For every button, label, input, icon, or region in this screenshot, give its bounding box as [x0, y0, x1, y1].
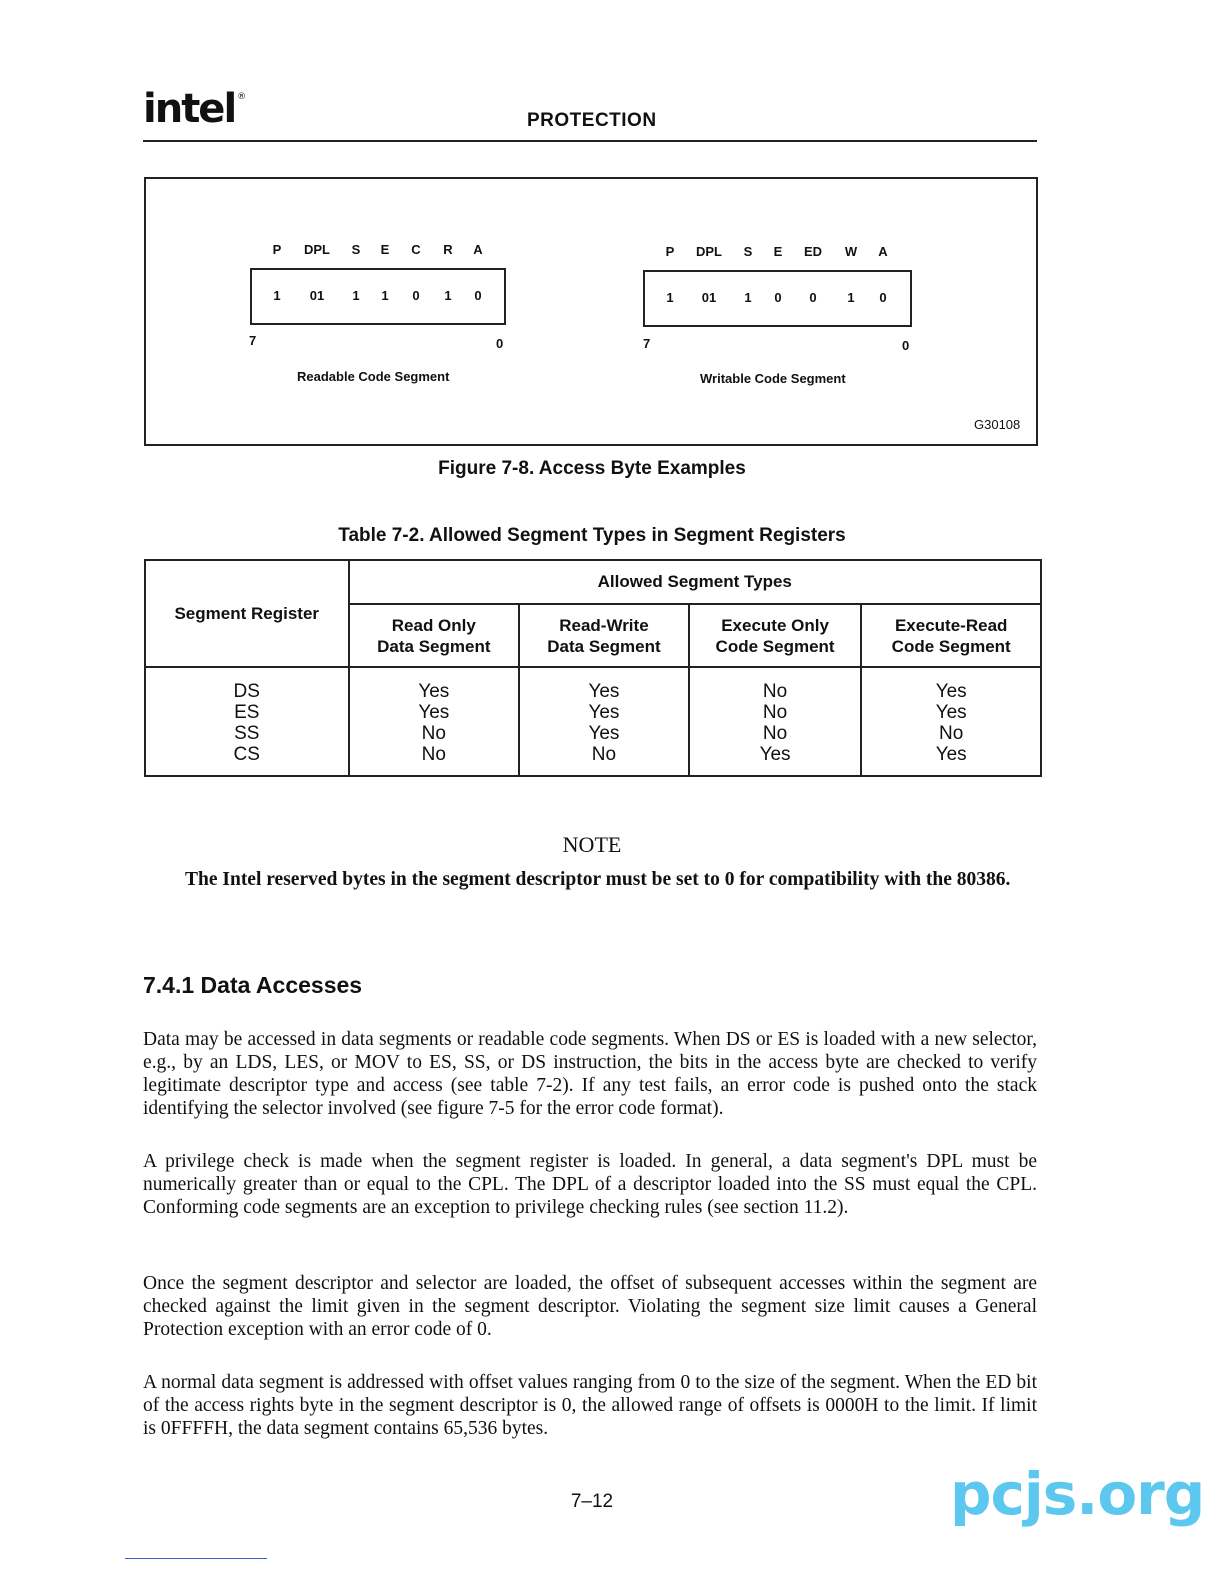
right-bit-value-w: 1: [847, 290, 855, 305]
register-name: ES: [234, 702, 260, 723]
table-cell: Yes: [935, 702, 967, 723]
table-cell: No: [591, 744, 617, 765]
table-cell: No: [939, 723, 964, 744]
header-rule: [143, 140, 1037, 142]
column-header-line: Execute Only: [721, 615, 829, 635]
column-header-read-only-data: [349, 604, 520, 667]
segment-types-table: [144, 559, 1042, 777]
column-header-execute-read-code: [861, 604, 1041, 667]
right-bit-value-ed: 0: [809, 290, 817, 305]
column-header-line: Read Only: [391, 615, 476, 635]
bottom-rule: [125, 1558, 267, 1559]
logo-text: intel: [143, 86, 236, 132]
column-header-line: Code Segment: [891, 636, 1011, 656]
left-bit-label-s: S: [351, 242, 361, 257]
table-cell: No: [421, 723, 446, 744]
left-bit-value-p: 1: [273, 288, 281, 303]
table-cell: No: [762, 723, 788, 744]
left-bit-label-a: A: [473, 242, 483, 257]
register-name: SS: [234, 723, 260, 744]
left-bit-value-e: 1: [381, 288, 389, 303]
right-bit-value-s: 1: [744, 290, 752, 305]
column-header-line: Data Segment: [377, 636, 491, 656]
running-header: PROTECTION: [527, 110, 657, 131]
left-bit-value-c: 0: [412, 288, 420, 303]
right-bit-label-dpl: DPL: [696, 244, 722, 259]
intel-logo: [143, 86, 247, 132]
right-bit-label-ed: ED: [803, 244, 823, 259]
table-cell: No: [762, 702, 788, 723]
register-list-cell: [145, 667, 349, 776]
left-low-bit-index: 0: [496, 336, 504, 351]
note-title: NOTE: [562, 832, 622, 857]
left-bit-label-e: E: [380, 242, 390, 257]
column-header-line: Execute-Read: [894, 615, 1008, 635]
paragraph: Data may be accessed in data segments or readable code segments. When DS or ES is loaded with a new selector, e.g., by an LDS, LES, or MOV to ES, SS, or DS instruction, the bits in the access byte are checked to verify legitimate descriptor type and access (see table 7-2). If any test fails, an error code is pushed onto the stack identifying the selector involved (see figure 7-5 for the error code format).: [143, 1029, 1037, 1119]
read-only-data-values: [349, 667, 520, 776]
table-cell: Yes: [588, 702, 620, 723]
left-bit-label-dpl: DPL: [304, 242, 330, 257]
allowed-types-header: Allowed Segment Types: [349, 560, 1042, 604]
paragraph: A privilege check is made when the segment register is loaded. In general, a data segment's DPL must be numerically greater than or equal to the CPL. The DPL of a descriptor loaded into the SS must equal the CPL. Conforming code segments are an exception to privilege checking rules (see section 11.2).: [143, 1151, 1037, 1218]
pcjs-watermark: pcjs.org: [950, 1460, 1205, 1528]
table-cell: Yes: [935, 744, 967, 765]
read-write-data-values: [519, 667, 689, 776]
column-header-execute-only-code: [689, 604, 862, 667]
right-high-bit-index: 7: [643, 336, 651, 351]
table-title: Table 7-2. Allowed Segment Types in Segment Registers: [338, 525, 846, 546]
column-header-read-write-data: [519, 604, 689, 667]
paragraph: Once the segment descriptor and selector are loaded, the offset of subsequent accesses within the segment are checked against the limit given in the segment descriptor. Violating the segment size limit causes a General Protection exception with an error code of 0.: [143, 1273, 1037, 1340]
left-bit-label-c: C: [411, 242, 421, 257]
page-number: 7–12: [570, 1491, 614, 1512]
left-figure-caption: Readable Code Segment: [297, 369, 450, 384]
table-cell: Yes: [588, 681, 620, 702]
right-bit-label-e: E: [773, 244, 783, 259]
note-body: The Intel reserved bytes in the segment descriptor must be set to 0 for compatibility with the 80386.: [185, 869, 1011, 890]
left-bit-value-a: 0: [474, 288, 482, 303]
table-cell: Yes: [418, 681, 450, 702]
registered-mark: ®: [237, 92, 247, 102]
paragraph: A normal data segment is addressed with offset values ranging from 0 to the size of the segment. When the ED bit of the access rights byte in the segment descriptor is 0, the allowed range of offsets is 0000H to the limit. If limit is 0FFFFH, the data segment contains 65,536 bytes.: [143, 1372, 1037, 1439]
table-cell: Yes: [588, 723, 620, 744]
column-header-line: Read-Write: [559, 615, 649, 635]
table-cell: No: [762, 681, 788, 702]
table-cell: Yes: [418, 702, 450, 723]
execute-only-code-values: [689, 667, 862, 776]
table-cell: Yes: [935, 681, 967, 702]
column-header-line: Code Segment: [715, 636, 835, 656]
right-bit-value-dpl: 01: [701, 290, 717, 305]
figure-title: Figure 7-8. Access Byte Examples: [438, 458, 746, 479]
table-header-row: [145, 560, 1041, 604]
left-bit-value-r: 1: [444, 288, 452, 303]
right-bit-label-a: A: [878, 244, 888, 259]
figure-id: G30108: [974, 417, 1021, 432]
right-bit-value-p: 1: [666, 290, 674, 305]
register-name: DS: [233, 681, 260, 702]
right-bit-value-e: 0: [774, 290, 782, 305]
left-bit-value-dpl: 01: [309, 288, 325, 303]
left-bit-value-s: 1: [352, 288, 360, 303]
left-bit-label-p: P: [272, 242, 282, 257]
table-body-row: [145, 667, 1041, 776]
left-bit-label-r: R: [443, 242, 453, 257]
right-bit-label-w: W: [844, 244, 858, 259]
right-bit-value-a: 0: [879, 290, 887, 305]
right-bit-label-p: P: [665, 244, 675, 259]
right-low-bit-index: 0: [902, 338, 910, 353]
segment-register-header: Segment Register: [145, 560, 349, 667]
right-figure-caption: Writable Code Segment: [700, 371, 846, 386]
table-cell: Yes: [759, 744, 791, 765]
section-heading: 7.4.1 Data Accesses: [143, 972, 363, 998]
execute-read-code-values: [861, 667, 1041, 776]
register-name: CS: [233, 744, 260, 765]
table-cell: No: [421, 744, 446, 765]
column-header-line: Data Segment: [547, 636, 661, 656]
left-high-bit-index: 7: [249, 333, 257, 348]
right-bit-label-s: S: [743, 244, 753, 259]
